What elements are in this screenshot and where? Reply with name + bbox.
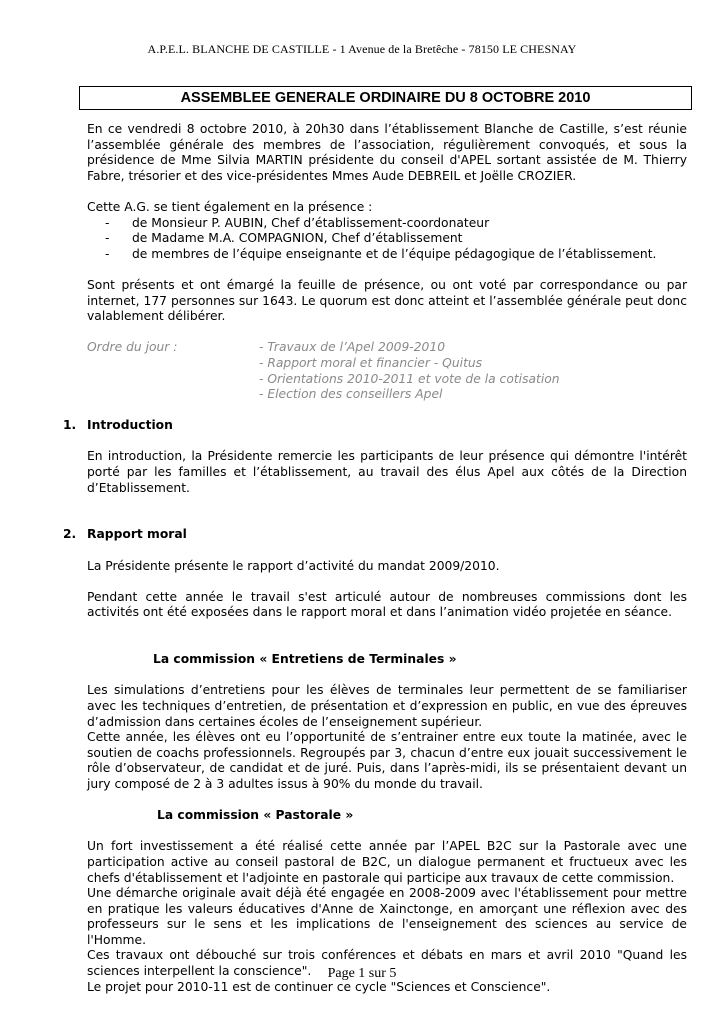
section-title: Introduction [87,418,173,433]
document-body [63,122,687,995]
commission-pastorale-p3: Ces travaux ont débouché sur trois conférences et débats en mars et avril 2010 "Quand les sciences interpellent la conscience". [87,948,687,979]
commission-pastorale-title: La commission « Pastorale » [157,808,354,823]
introduction-text: En introduction, la Présidente remercie les participants de leur présence qui démontre l'intérêt porté par les familles et l’établissement, au travail des élus Apel aux côtés de la Direction d’Etablissement. [87,449,687,495]
section-number: 2. [63,527,77,542]
document-title: ASSEMBLEE GENERALE ORDINAIRE DU 8 OCTOBRE 2010 [79,86,692,110]
commission-entretiens-p2: Cette année, les élèves ont eu l’opportunité de s’entrainer entre eux toute la matinée, avec le soutien de coachs professionnels. Regroupés par 3, chacun d’entre eux jouait successivement le rôle d’observateur, de candidat et de juré. Puis, dans l’après-midi, ils se présentaient devant un jury composé de 2 à 3 adultes issus à 90% du monde du travail. [87,730,687,791]
page-number: Page 1 sur 5 [327,966,397,981]
presence-list [87,216,687,263]
commission-pastorale-p4: Le projet pour 2010-11 est de continuer ce cycle "Sciences et Conscience". [87,979,551,994]
section-number: 1. [63,418,77,433]
page-header: A.P.E.L. BLANCHE DE CASTILLE - 1 Avenue de la Bretêche - 78150 LE CHESNAY [147,42,577,56]
agenda [87,340,687,402]
quorum-paragraph: Sont présents et ont émargé la feuille de présence, ou ont voté par correspondance ou par internet, 177 personnes sur 1643. Le quorum est donc atteint et l’assemblée générale peut donc valablement délibérer. [87,277,687,324]
agenda-item: - Rapport moral et financier - Quitus [259,355,483,370]
intro-paragraph: En ce vendredi 8 octobre 2010, à 20h30 dans l’établissement Blanche de Castille, s’est réunie l’assemblée générale des membres de l’association, régulièrement convoqués, et sous la présidence de Mme Silvia MARTIN présidente du conseil d'APEL sortant assistée de M. Thierry Fabre, trésorier et des vice-présidentes Mmes Aude DEBREIL et Joëlle CROZIER. [87,122,687,183]
agenda-item: - Travaux de l’Apel 2009-2010 [259,340,446,355]
list-item: - de Madame M.A. COMPAGNION, Chef d’établissement [105,231,687,247]
rapport-moral-text-2: Pendant cette année le travail s'est articulé autour de nombreuses commissions dont les activités ont été exposées dans le rapport moral et dans l’animation vidéo projetée en séance. [87,589,687,620]
commission-entretiens-title: La commission « Entretiens de Terminales » [153,652,457,667]
section-title: Rapport moral [87,527,187,542]
rapport-moral-text-1: La Présidente présente le rapport d’activité du mandat 2009/2010. [87,558,500,573]
agenda-item: - Election des conseillers Apel [259,387,443,402]
commission-entretiens-p1: Les simulations d’entretiens pour les élèves de terminales leur permettent de se familiariser avec les techniques d’entretien, de présentation et d’expression en public, en vue des épreuves d’admission dans certaines écoles de l’enseignement supérieur. [87,683,687,729]
agenda-label: Ordre du jour : [87,340,178,355]
agenda-item: - Orientations 2010-2011 et vote de la cotisation [259,371,560,386]
section-rapport-moral-heading [63,527,687,543]
section-introduction-heading [63,418,687,434]
list-item: - de membres de l’équipe enseignante et de l’équipe pédagogique de l’établissement. [105,247,687,263]
commission-pastorale-p2: Une démarche originale avait déjà été engagée en 2008-2009 avec l'établissement pour mettre en pratique les valeurs éducatives d'Anne de Xainctonge, en amorçant une réflexion avec des professeurs sur le sens et les implications de l'enseignement des sciences au service de l'Homme. [87,886,687,947]
agenda-items [259,340,560,402]
commission-pastorale-p1: Un fort investissement a été réalisé cette année par l’APEL B2C sur la Pastorale avec une participation active au conseil pastoral de B2C, un dialogue permanent et fructueux avec les chefs d'établissement et l'adjointe en pastorale qui participe aux travaux de cette commission. [87,839,687,885]
presence-intro: Cette A.G. se tient également en la présence : [87,199,373,214]
list-item: - de Monsieur P. AUBIN, Chef d’établissement-coordonateur [105,216,687,232]
